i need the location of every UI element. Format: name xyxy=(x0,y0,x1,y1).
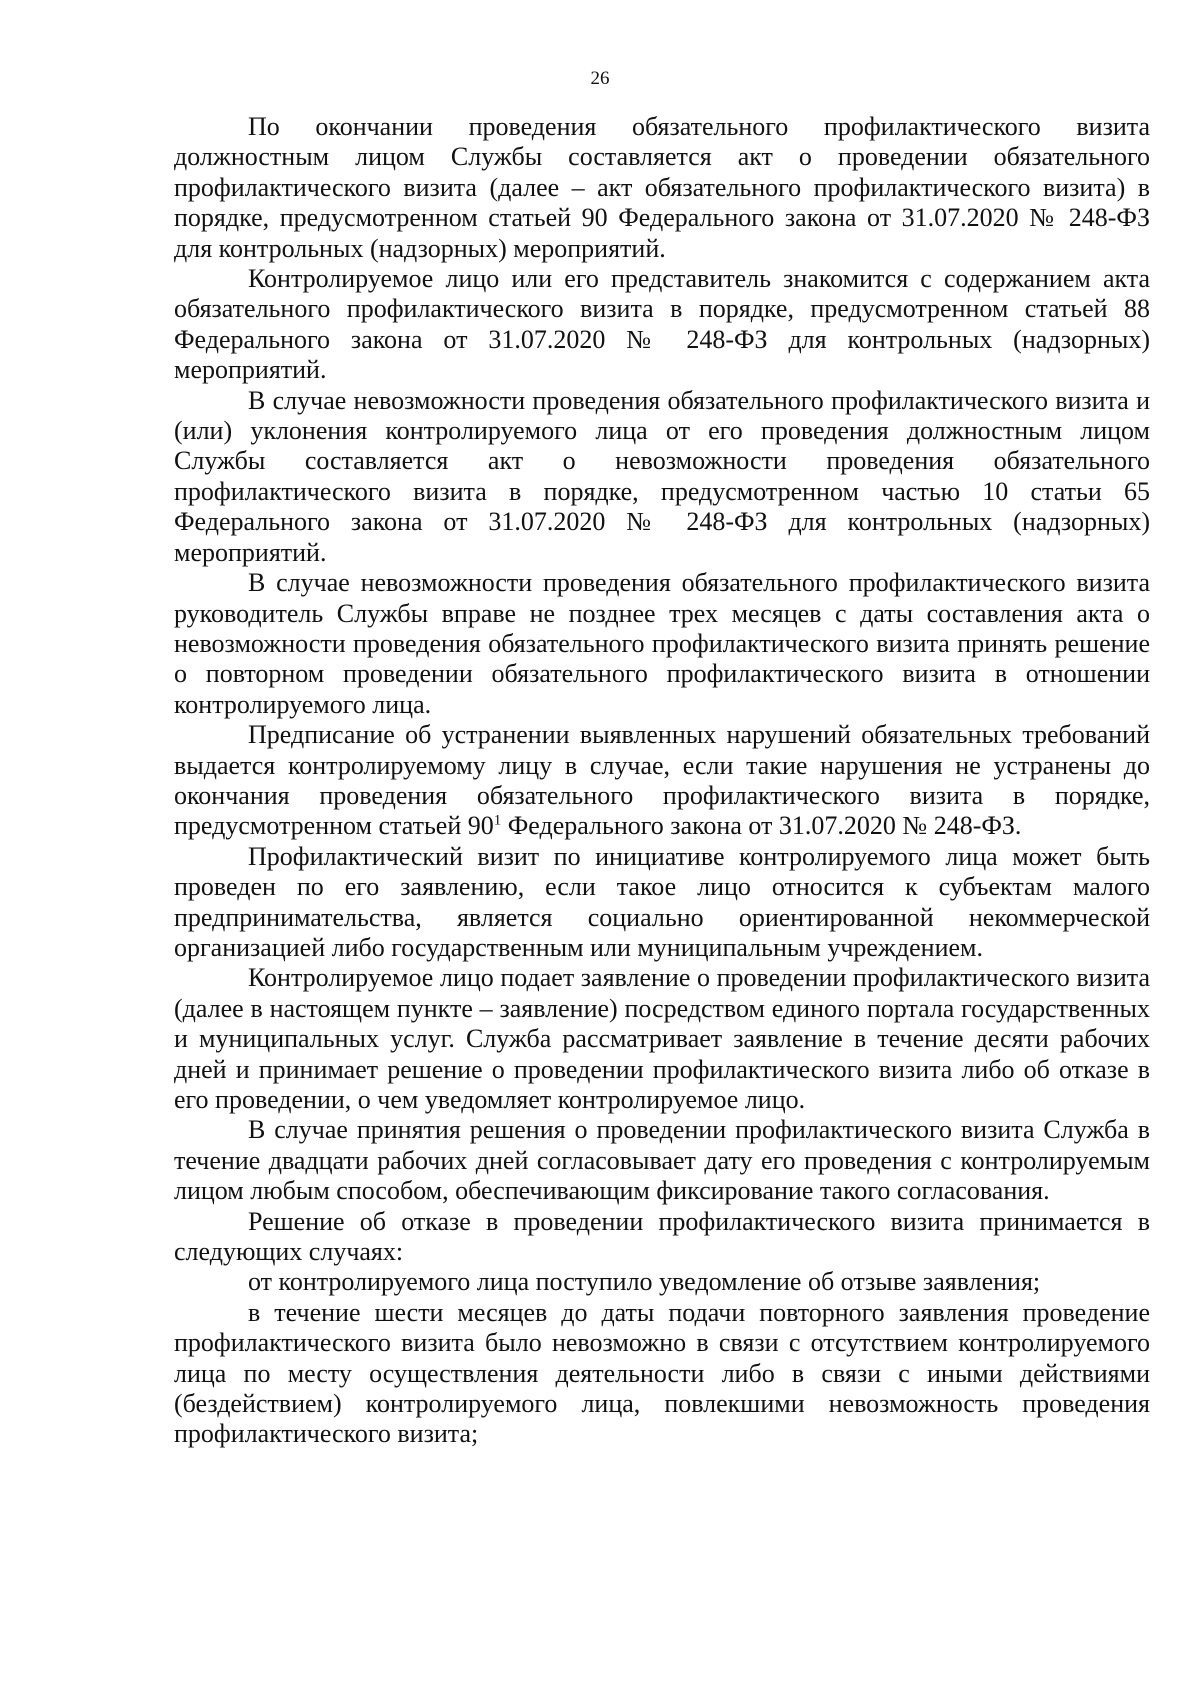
paragraph: Контролируемое лицо или его представитель знакомится с содержанием акта обязательного профилактического визита в порядке, предусмотренном статьей 88 Федерального закона от 31.07.2020 № 248-ФЗ для контрольных (надзорных) мероприятий. xyxy=(174,264,1150,385)
paragraph: от контролируемого лица поступило уведомление об отзыве заявления; xyxy=(248,1267,1041,1297)
document-body xyxy=(174,112,1150,1450)
paragraph xyxy=(174,720,1150,842)
paragraph: По окончании проведения обязательного профилактического визита должностным лицом Службы составляется акт о проведении обязательного профилактического визита (далее – акт обязательного профилактического визита) в порядке, предусмотренном статьей 90 Федерального закона от 31.07.2020 № 248-ФЗ для контрольных (надзорных) мероприятий. xyxy=(174,112,1150,263)
paragraph: В случае невозможности проведения обязательного профилактического визита руководитель Службы вправе не позднее трех месяцев с даты составления акта о невозможности проведения обязательного профилактического визита принять решение о повторном проведении обязательного профилактического визита в отношении контролируемого лица. xyxy=(174,568,1150,719)
paragraph: в течение шести месяцев до даты подачи повторного заявления проведение профилактического визита было невозможно в связи с отсутствием контролируемого лица по месту осуществления деятельности либо в связи с иными действиями (бездействием) контролируемого лица, повлекшими невозможность проведения профилактического визита; xyxy=(174,1297,1150,1449)
page-number: 26 xyxy=(590,68,610,89)
paragraph-text: Федерального закона от 31.07.2020 № 248-ФЗ. xyxy=(501,811,1022,841)
paragraph: Решение об отказе в проведении профилактического визита принимается в следующих случаях: xyxy=(174,1206,1150,1267)
paragraph: В случае принятия решения о проведении профилактического визита Служба в течение двадцати рабочих дней согласовывает дату его проведения с контролируемым лицом любым способом, обеспечивающим фиксирование такого согласования. xyxy=(174,1115,1150,1206)
paragraph-text: Предписание об устранении выявленных нарушений обязательных требований выдается контролируемому лицу в случае, если такие нарушения не устранены до окончания проведения обязательного профилактического визита в порядке, предусмотренном статьей 90 xyxy=(174,720,1150,841)
superscript: 1 xyxy=(493,812,502,829)
paragraph: В случае невозможности проведения обязательного профилактического визита и (или) уклонения контролируемого лица от его проведения должностным лицом Службы составляется акт о невозможности проведения обязательного профилактического визита в порядке, предусмотренном частью 10 статьи 65 Федерального закона от 31.07.2020 № 248-ФЗ для контрольных (надзорных) мероприятий. xyxy=(174,385,1150,567)
paragraph: Профилактический визит по инициативе контролируемого лица может быть проведен по его заявлению, если такое лицо относится к субъектам малого предпринимательства, является социально ориентированной некоммерческой организацией либо государственным или муниципальным учреждением. xyxy=(174,841,1150,962)
paragraph: Контролируемое лицо подает заявление о проведении профилактического визита (далее в настоящем пункте – заявление) посредством единого портала государственных и муниципальных услуг. Служба рассматривает заявление в течение десяти рабочих дней и принимает решение о проведении профилактического визита либо об отказе в его проведении, о чем уведомляет контролируемое лицо. xyxy=(174,963,1150,1114)
